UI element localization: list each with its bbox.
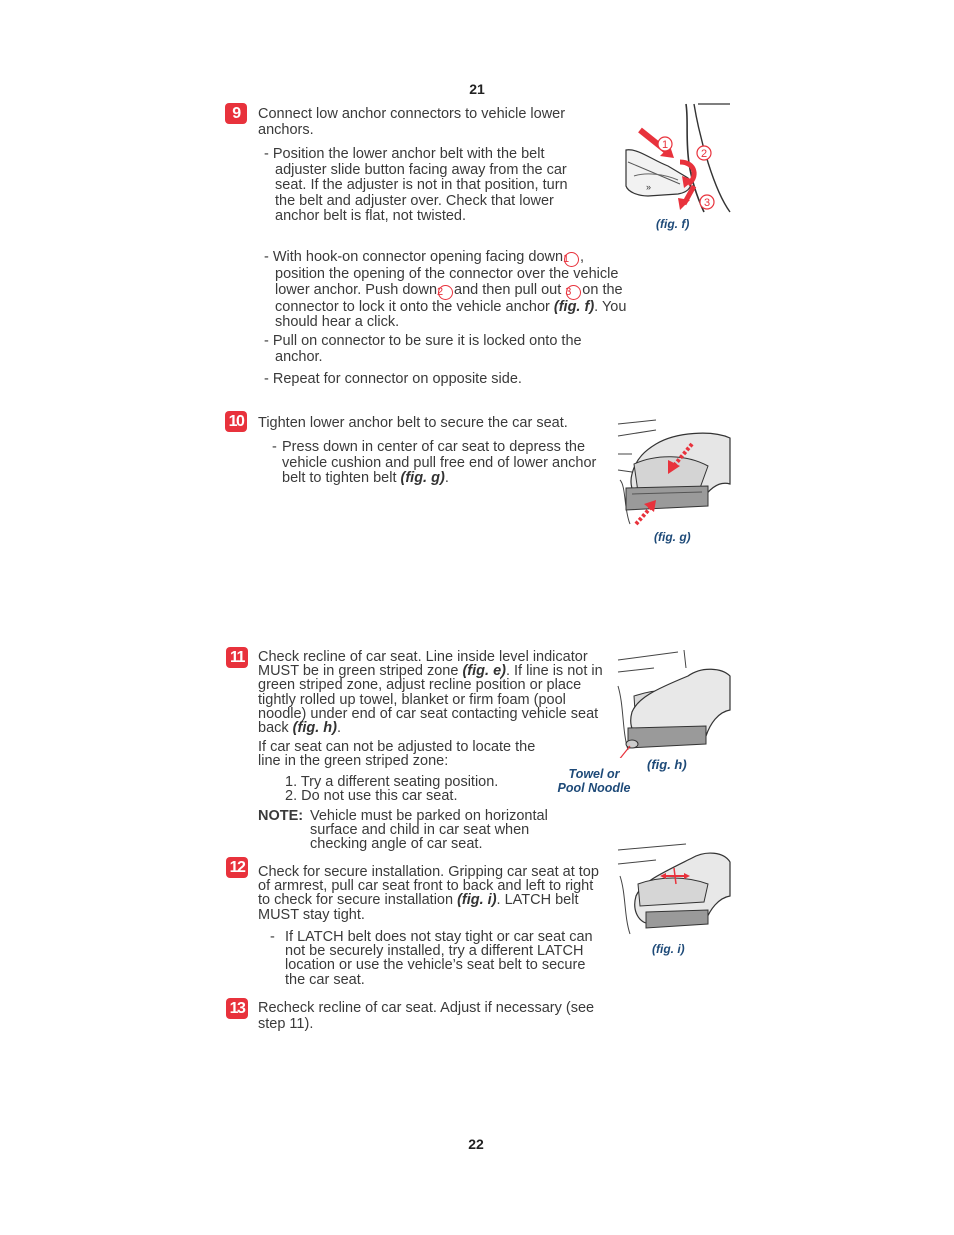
step-11-paragraph-2: If car seat can not be adjusted to locate the line in the green striped zone: <box>258 739 536 770</box>
step-9-bullet-2 <box>264 250 635 331</box>
note-label: NOTE: <box>258 808 304 824</box>
circle-number-2: 2 <box>438 285 453 300</box>
step-10-bullet-1 <box>282 440 607 487</box>
fig-f-number-1: 1 <box>661 139 669 151</box>
step-11-p1-b: . If line is not in green striped zone, adjust recline position or place tightly rolled up towel, blanket or firm foam (pool noodle) under end of car seat contacting vehicle seat back <box>258 663 603 737</box>
step-11-p1-a: Check recline of car seat. Line inside level indicator MUST be in green striped zone <box>258 649 588 680</box>
fig-g-reference: (fig. g) <box>400 470 445 487</box>
fig-i-reference: (fig. i) <box>457 892 497 909</box>
step-12-bullet-dash: - <box>270 929 275 945</box>
step-13-badge: 13 <box>226 998 248 1019</box>
seat-base <box>646 910 708 928</box>
circle-number-3: 3 <box>566 285 581 300</box>
note-text: Vehicle must be parked on horizontal surface and child in car seat when checking angle of car seat. <box>310 808 548 853</box>
step-9-badge: 9 <box>225 103 247 124</box>
step-11-p1-c: . <box>336 720 341 737</box>
step-12-bullet-1: If LATCH belt does not stay tight or car seat can not be securely installed, try a different LATCH location or use the vehicle’s seat belt to secure the car seat. <box>285 929 593 988</box>
fig-f-number-2: 2 <box>700 148 708 160</box>
seat-base <box>626 486 708 510</box>
figure-i-illustration <box>616 840 732 940</box>
step-11-paragraph-1 <box>258 650 603 735</box>
step-9-bullet-2-b: , position the opening of the connector over the vehicle lower anchor. Push down <box>275 249 619 298</box>
fig-g-caption: (fig. g) <box>654 530 691 544</box>
connector-shape <box>626 150 691 196</box>
svg-text:»: » <box>646 182 652 192</box>
step-9-bullet-3: - Pull on connector to be sure it is locked onto the anchor. <box>264 333 582 365</box>
fig-f-reference: (fig. f) <box>553 298 595 315</box>
page-number-bottom: 22 <box>468 1136 484 1152</box>
step-12-p1-b: . LATCH belt MUST stay tight. <box>258 892 579 923</box>
figure-h-illustration <box>614 646 734 758</box>
step-12-badge: 12 <box>226 857 248 878</box>
step-9-bullet-2-c: and then pull out <box>454 281 562 298</box>
fig-i-caption: (fig. i) <box>652 942 685 956</box>
fig-h-label-line-1: Towel or <box>568 767 620 781</box>
step-9-bullet-2-e: . You should hear a click. <box>275 298 627 331</box>
step-12-paragraph-1 <box>258 865 608 922</box>
fig-e-reference: (fig. e) <box>462 663 506 680</box>
fig-h-caption: (fig. h) <box>647 757 687 772</box>
step-10-bullet-1-text: Press down in center of car seat to depress the vehicle cushion and pull free end of lower anchor belt to tighten belt <box>282 439 597 487</box>
circle-number-1: 1 <box>564 252 579 267</box>
step-13-paragraph-1: Recheck recline of car seat. Adjust if necessary (see step 11). <box>258 1000 595 1032</box>
seat-base <box>628 726 706 748</box>
fig-h-reference: (fig. h) <box>292 720 337 737</box>
step-11-badge: 11 <box>226 647 248 668</box>
step-10-intro: Tighten lower anchor belt to secure the car seat. <box>258 415 568 431</box>
step-11-list-item-1: 1. Try a different seating position. <box>285 774 499 790</box>
figure-f-illustration <box>618 100 738 220</box>
step-10-badge: 10 <box>225 411 247 432</box>
step-10-bullet-dash: - <box>272 439 277 455</box>
figure-g-illustration <box>616 414 734 530</box>
page-number-top: 21 <box>469 81 485 97</box>
fig-f-caption: (fig. f) <box>656 217 690 231</box>
step-9-bullet-2-a: - With hook-on connector opening facing down <box>264 249 564 265</box>
fig-h-label-line-2: Pool Noodle <box>557 781 631 795</box>
step-11-list-item-2: 2. Do not use this car seat. <box>285 788 458 804</box>
step-9-intro: Connect low anchor connectors to vehicle lower anchors. <box>258 106 566 138</box>
step-9-bullet-1: - Position the lower anchor belt with the belt adjuster slide button facing away from the car seat. If the adjuster is not in that position, turn the belt and adjuster over. Check that lower anchor belt is flat, not twisted. <box>264 146 568 225</box>
fig-h-label <box>549 767 639 795</box>
towel-roll <box>626 740 638 748</box>
step-9-bullet-2-d: on the connector to lock it onto the vehicle anchor <box>275 281 623 315</box>
step-9-bullet-4: - Repeat for connector on opposite side. <box>264 371 522 387</box>
fig-f-number-3: 3 <box>703 197 711 209</box>
step-10-bullet-1-end: . <box>444 470 449 487</box>
step-12-p1-a: Check for secure installation. Gripping car seat at top of armrest, pull car seat front to back and left to right to check for secure installation <box>258 864 599 909</box>
